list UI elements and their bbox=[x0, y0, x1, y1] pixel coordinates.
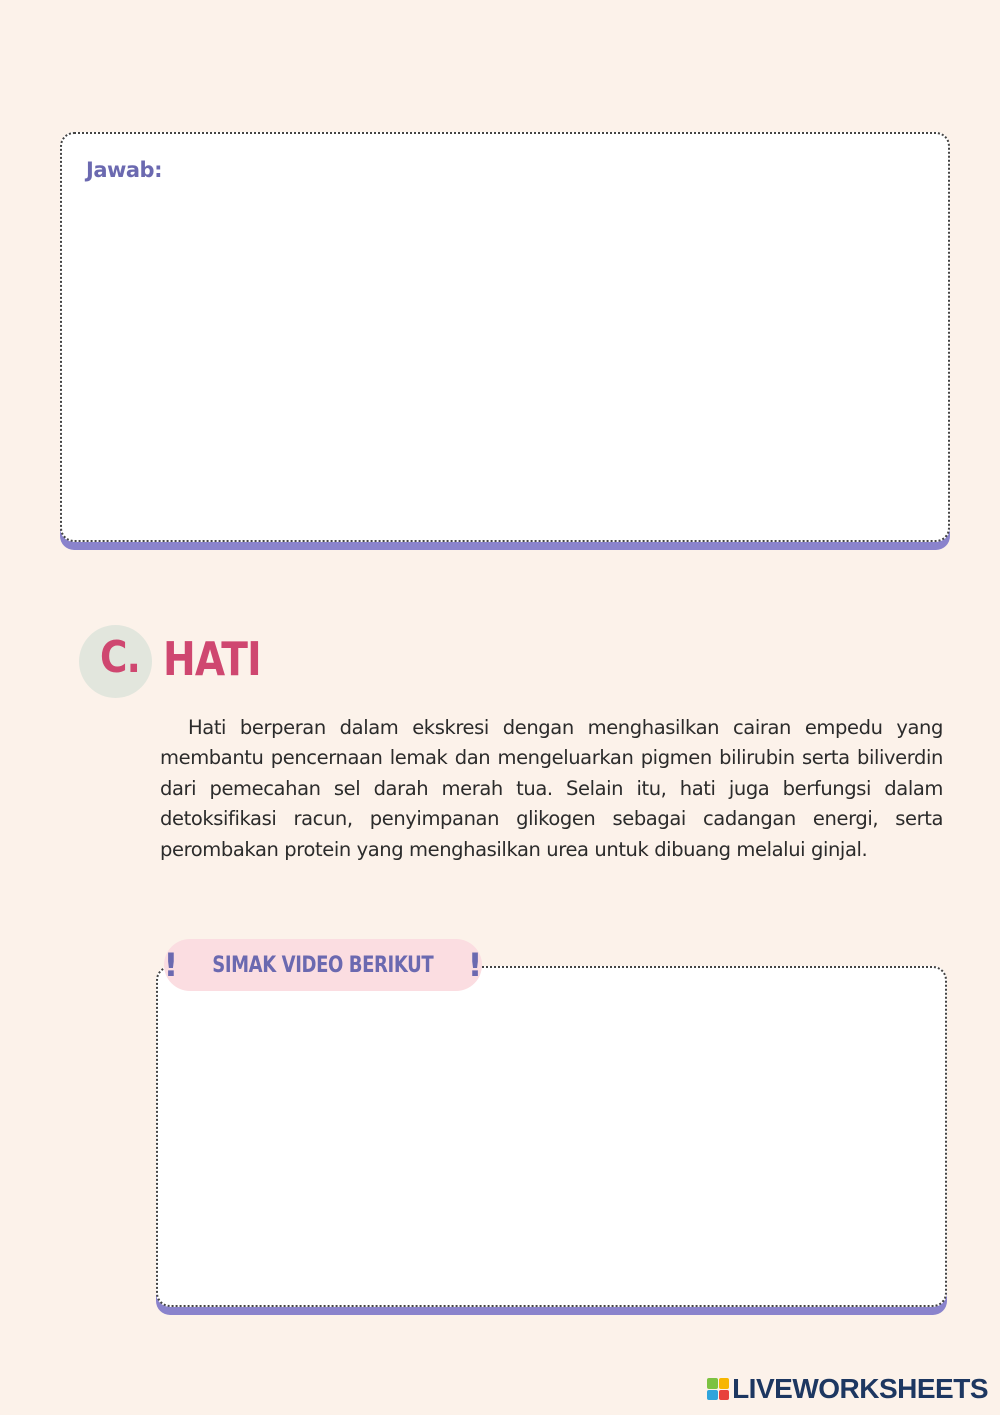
logo-square-1 bbox=[707, 1378, 718, 1389]
answer-input-area[interactable] bbox=[60, 132, 950, 542]
video-tab bbox=[164, 939, 482, 991]
video-box bbox=[156, 966, 947, 1315]
logo-square-4 bbox=[719, 1390, 730, 1401]
exclamation-icon-left: ! bbox=[163, 946, 179, 984]
brand-name: LIVEWORKSHEETS bbox=[732, 1373, 988, 1404]
section-letter: C. bbox=[100, 632, 140, 683]
answer-box bbox=[60, 132, 950, 550]
answer-label: Jawab: bbox=[86, 158, 162, 182]
video-tab-label: SIMAK VIDEO BERIKUT bbox=[212, 952, 434, 978]
video-player-area[interactable] bbox=[156, 966, 947, 1307]
liveworksheets-logo-icon bbox=[707, 1378, 729, 1400]
section-title: HATI bbox=[163, 632, 261, 686]
logo-square-2 bbox=[719, 1378, 730, 1389]
logo-square-3 bbox=[707, 1390, 718, 1401]
section-paragraph: Hati berperan dalam ekskresi dengan menghasilkan cairan empedu yang membantu pencernaan lemak dan mengeluarkan pigmen bilirubin serta biliverdin dari pemecahan sel darah merah tua. Selain itu, hati juga berfungsi dalam detoksifikasi racun, penyimpanan glikogen sebagai cadangan energi, serta perombakan protein yang menghasilkan urea untuk dibuang melalui ginjal. bbox=[160, 716, 943, 861]
brand-watermark bbox=[707, 1373, 988, 1405]
exclamation-icon-right: ! bbox=[467, 946, 483, 984]
